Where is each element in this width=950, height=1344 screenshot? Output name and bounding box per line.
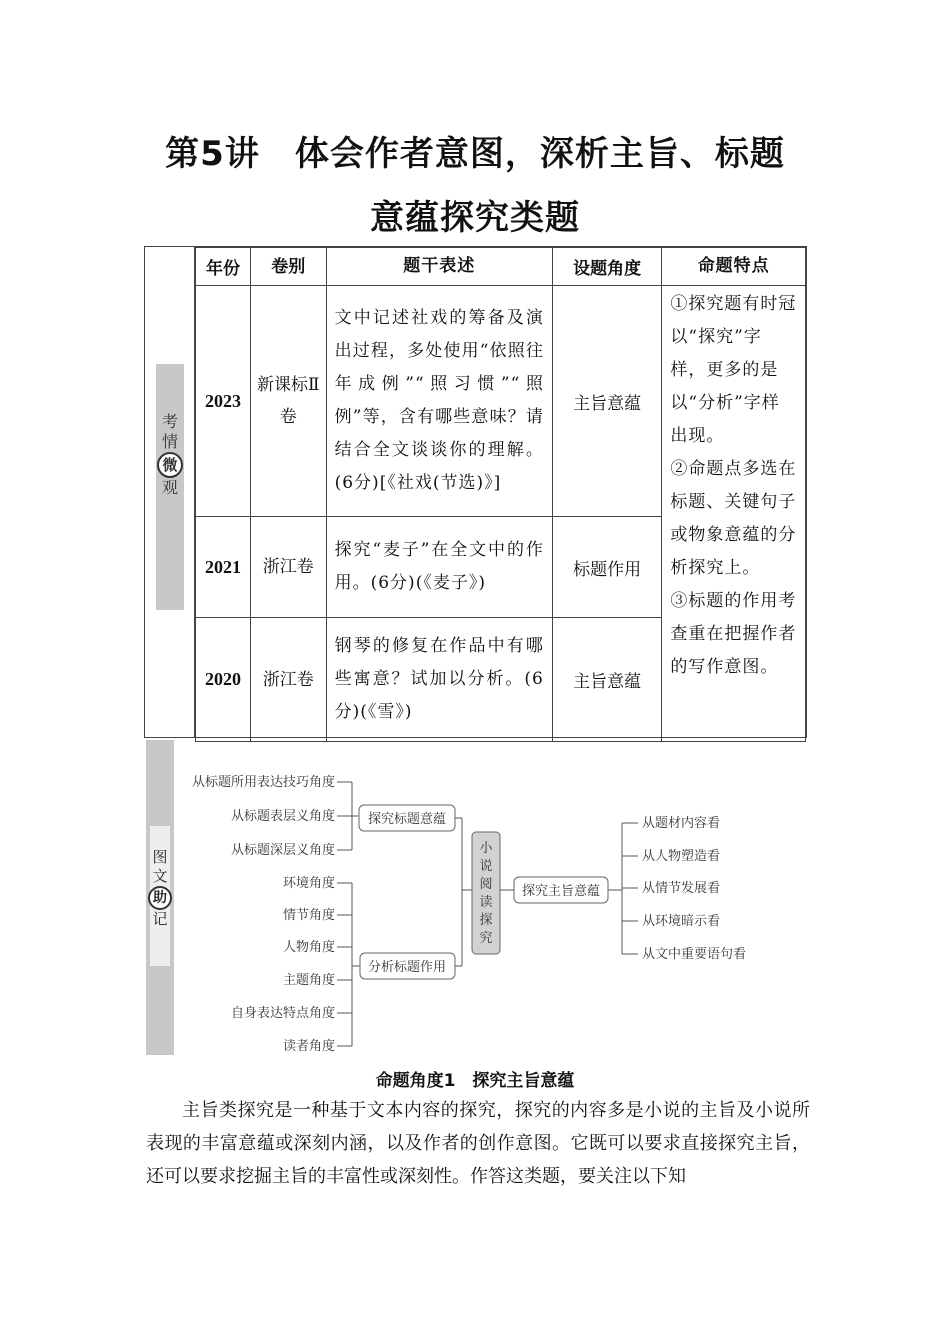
cell-desc: 探究“麦子”在全文中的作用。(6分)(《麦子》)	[326, 517, 552, 618]
mm-item: 环境角度	[282, 876, 335, 891]
cell-juan: 新课标Ⅱ卷	[250, 286, 326, 517]
header-year: 年份	[196, 248, 251, 286]
mm-item: 从环境暗示看	[642, 914, 721, 929]
center-label-char: 探	[479, 913, 493, 928]
exam-table	[195, 247, 806, 742]
mm-item: 从人物塑造看	[642, 849, 721, 864]
page-title-line2: 意蕴探究类题	[370, 198, 580, 238]
feature-1: ①探究题有时冠以“探究”字样，更多的是以“分析”字样出现。	[670, 294, 797, 446]
page-title-line1: 第5讲 体会作者意图，深析主旨、标题	[165, 134, 785, 174]
label-biaoti-zuoyong: 分析标题作用	[367, 960, 447, 975]
side-char: 记	[152, 910, 168, 928]
side-char: 考	[161, 412, 178, 431]
table-row	[196, 286, 806, 517]
seal-icon: 助	[148, 886, 172, 910]
label-zhuzhi-yiyun: 探究主旨意蕴	[521, 884, 601, 899]
center-label-char: 说	[479, 859, 493, 874]
mm-item: 情节角度	[282, 908, 335, 923]
mm-item: 主题角度	[282, 973, 335, 988]
mm-item: 人物角度	[282, 940, 335, 955]
seal-icon: 微	[157, 452, 183, 478]
side-label-kaoqing	[159, 412, 181, 498]
mm-item: 自身表达特点角度	[230, 1006, 335, 1021]
cell-desc: 钢琴的修复在作品中有哪些寓意？试加以分析。(6分)(《雪》)	[326, 618, 552, 742]
side-char: 文	[152, 867, 168, 885]
center-label-char: 小	[479, 841, 493, 856]
mm-item: 从标题所用表达技巧角度	[191, 775, 335, 790]
center-label-char: 读	[479, 895, 493, 910]
center-label-char: 究	[479, 931, 493, 946]
mm-item: 从情节发展看	[642, 881, 721, 896]
cell-angle: 标题作用	[552, 517, 662, 618]
header-desc: 题干表述	[326, 248, 552, 286]
side-char: 情	[161, 432, 178, 451]
cell-angle: 主旨意蕴	[552, 286, 662, 517]
section-subheading: 命题角度1 探究主旨意蕴	[375, 1071, 575, 1091]
feature-3: ③标题的作用考查重在把握作者的写作意图。	[670, 591, 797, 677]
cell-features	[662, 286, 806, 742]
mm-item: 从标题表层义角度	[230, 809, 335, 824]
cell-juan: 浙江卷	[250, 618, 326, 742]
cell-desc: 文中记述社戏的筹备及演出过程，多处使用“依照往年成例”“照习惯”“照例”等，含有哪些意味？请结合全文谈谈你的理解。(6分)[《社戏(节选)》]	[326, 286, 552, 517]
body-paragraph: 主旨类探究是一种基于文本内容的探究，探究的内容多是小说的主旨及小说所表现的丰富意蕴或深刻内涵，以及作者的创作意图。它既可以要求直接探究主旨，还可以要求挖掘主旨的丰富性或深刻性。作答这类题，要关注以下知	[146, 1100, 810, 1187]
mm-item: 读者角度	[282, 1039, 335, 1054]
cell-angle: 主旨意蕴	[552, 618, 662, 742]
side-char: 图	[152, 848, 168, 866]
header-juan: 卷别	[250, 248, 326, 286]
center-label-char: 阅	[479, 877, 493, 892]
mind-map	[0, 740, 950, 1060]
header-angle: 设题角度	[552, 248, 662, 286]
feature-2: ②命题点多选在标题、关键句子或物象意蕴的分析探究上。	[670, 459, 797, 578]
cell-year: 2023	[196, 286, 251, 517]
mm-item: 从题材内容看	[642, 816, 721, 831]
label-biaoti-yiyun: 探究标题意蕴	[367, 812, 447, 827]
side-char: 观	[161, 478, 178, 497]
cell-year: 2021	[196, 517, 251, 618]
cell-juan: 浙江卷	[250, 517, 326, 618]
exam-table-frame	[144, 246, 807, 738]
table-header-row	[196, 248, 806, 286]
mm-item: 从标题深层义角度	[230, 843, 335, 858]
cell-year: 2020	[196, 618, 251, 742]
header-feature: 命题特点	[662, 248, 806, 286]
mm-item: 从文中重要语句看	[642, 947, 747, 962]
